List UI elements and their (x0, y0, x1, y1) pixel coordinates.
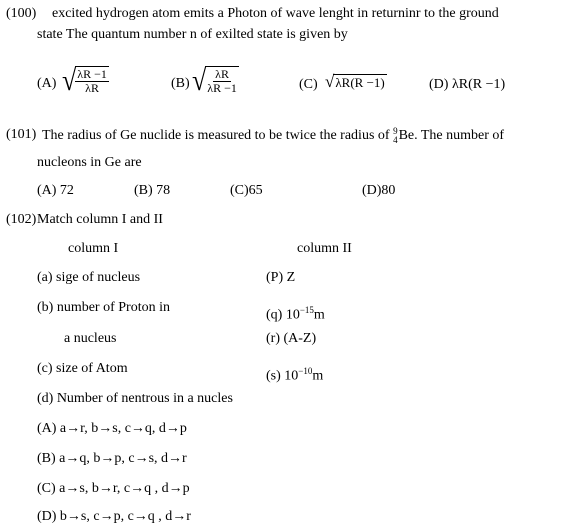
q100-option-d-expr: λR(R −1) (451, 77, 506, 92)
column-2-item-q-unit: m (313, 307, 325, 323)
be-mass-number: 9 (393, 126, 398, 136)
be-symbol: Be (398, 128, 415, 144)
column-2-item-p: (P) Z (266, 270, 296, 285)
q100-option-b-expr: √ $\frac{\lambda R}{\lambda R -1}$ (192, 63, 237, 97)
column-1-item-b: (b) number of Proton in (37, 300, 170, 315)
answer-option-b: (B) a→q, b→p, c→s, d→r (37, 451, 187, 466)
q100-option-c-label: (C) (299, 77, 318, 92)
column-2-item-s-unit: m (312, 368, 324, 384)
q100-option-d (429, 77, 505, 93)
q100-a-denominator: λR (85, 81, 99, 95)
q102-number: (102) (6, 212, 37, 227)
q101-number: (101) (6, 127, 37, 142)
column-2-item-q-base: (q) 10 (266, 307, 300, 323)
q100-c-radicand: λR(R −1) (335, 74, 385, 90)
column-1-item-c: (c) size of Atom (37, 361, 128, 376)
column-1-header: column I (68, 241, 119, 256)
q100-b-numerator: λR (215, 67, 229, 81)
answer-option-c: (C) a→s, b→r, c→q , d→p (37, 481, 190, 496)
q100-number: (100) (6, 6, 37, 21)
column-2-item-s-exponent: −10 (298, 366, 313, 376)
column-2-item-q (266, 302, 325, 324)
column-2-item-r: (r) (A-Z) (266, 331, 317, 346)
q101-option-c: (C)65 (230, 183, 263, 198)
answer-option-d: (D) b→s, c→p, c→q , d→r (37, 509, 191, 524)
be-atomic-number: 4 (393, 135, 398, 145)
q100-option-d-label: (D) (429, 77, 449, 92)
column-1-item-d: (d) Number of nentrous in a nucles (37, 391, 233, 406)
column-2-header: column II (297, 241, 352, 256)
column-2-item-s-base: (s) 10 (266, 368, 299, 384)
q100-option-b-label: (B) (171, 76, 190, 91)
be-isotope-notation (393, 127, 398, 145)
q101-line1 (42, 127, 504, 145)
q101-line1-text: The radius of Ge nuclide is measured to be twice the radius of (42, 128, 390, 144)
q101-option-b: (B) 78 (134, 183, 171, 198)
column-2-item-q-exponent: −15 (299, 305, 314, 315)
column-1-item-a: (a) sige of nucleus (37, 270, 141, 285)
q100-line1: excited hydrogen atom emits a Photon of wave lenght in returninr to the ground (52, 6, 499, 21)
q101-option-a: (A) 72 (37, 183, 74, 198)
q102-title: Match column I and II (37, 212, 163, 227)
q100-a-numerator: λR −1 (77, 67, 107, 81)
answer-option-a: (A) a→r, b→s, c→q, d→p (37, 421, 187, 436)
q100-b-denominator: λR −1 (207, 81, 237, 95)
q100-option-a-expr: √ $\frac{\lambda R -1}{\lambda R}$ (62, 63, 107, 97)
q101-line2: nucleons in Ge are (37, 155, 142, 170)
column-1-item-b-cont: a nucleus (64, 331, 117, 346)
q101-line1-end: . The number of (414, 128, 505, 144)
q100-option-c-expr: √ λR(R −1) (325, 72, 385, 91)
q100-option-a-label: (A) (37, 76, 57, 91)
q101-option-d: (D)80 (362, 183, 396, 198)
column-2-item-s (266, 363, 323, 385)
q100-line2: state The quantum number n of exilted state is given by (37, 27, 348, 42)
